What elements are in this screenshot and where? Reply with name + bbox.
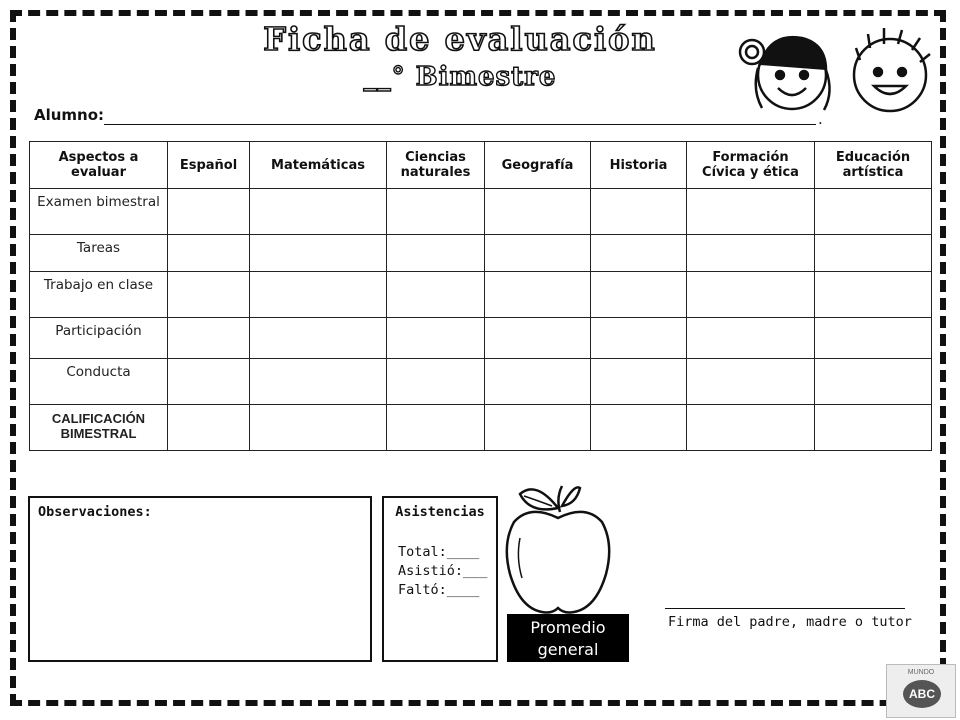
header-aspects: Aspectos a evaluar [30,142,168,189]
header-math: Matemáticas [250,142,387,189]
grade-cell[interactable] [485,405,591,451]
table-header-row [30,142,932,189]
bimester-subtitle: __° Bimestre [363,62,557,92]
grade-cell[interactable] [387,405,485,451]
row-label-bimester-grade: CALIFICACIÓN BIMESTRAL [30,405,168,451]
attendance-box [382,496,498,662]
grade-cell[interactable] [168,405,250,451]
header-geography: Geografía [485,142,591,189]
grade-cell[interactable] [168,272,250,318]
attendance-total[interactable]: Total:____ [398,544,480,560]
grade-cell[interactable] [250,272,387,318]
mundo-abc-logo [886,664,956,718]
table-row [30,272,932,318]
attendance-attended[interactable]: Asistió:___ [398,563,488,579]
grade-cell[interactable] [687,318,815,359]
grade-cell[interactable] [591,405,687,451]
grade-cell[interactable] [168,189,250,235]
row-label-classwork: Trabajo en clase [30,272,168,318]
row-label-exam: Examen bimestral [30,189,168,235]
evaluation-table [29,141,932,451]
children-faces-icon [730,20,945,115]
page-title: Ficha de evaluación [263,20,657,58]
grade-cell[interactable] [591,235,687,272]
row-label-conduct: Conducta [30,359,168,405]
grade-cell[interactable] [485,359,591,405]
grade-cell[interactable] [815,235,932,272]
signature-label: Firma del padre, madre o tutor [668,614,912,630]
average-label-line1: Promedio [530,618,606,637]
grade-cell[interactable] [250,359,387,405]
signature-line[interactable] [665,608,905,609]
attendance-missed[interactable]: Faltó:____ [398,582,480,598]
grade-cell[interactable] [815,189,932,235]
grade-cell[interactable] [591,359,687,405]
grade-cell[interactable] [387,318,485,359]
grade-cell[interactable] [387,359,485,405]
average-box[interactable] [507,614,629,662]
grade-cell[interactable] [168,235,250,272]
row-label-homework: Tareas [30,235,168,272]
grade-cell[interactable] [591,272,687,318]
logo-abc-text: ABC [903,680,941,708]
header-civics: Formación Cívica y ética [687,142,815,189]
grade-cell[interactable] [250,405,387,451]
grade-cell[interactable] [485,318,591,359]
student-label: Alumno: [34,106,105,124]
grade-cell[interactable] [387,272,485,318]
table-row [30,405,932,451]
table-row [30,359,932,405]
student-name-line[interactable] [104,124,816,125]
grade-cell[interactable] [687,189,815,235]
grade-cell[interactable] [815,359,932,405]
grade-cell[interactable] [815,318,932,359]
grade-cell[interactable] [485,189,591,235]
grade-cell[interactable] [250,235,387,272]
logo-top-text: MUNDO [907,669,935,676]
attendance-title: Asistencias [395,504,485,520]
student-line-end: . [818,110,823,128]
grade-cell[interactable] [687,272,815,318]
observations-box[interactable] [28,496,372,662]
observations-label: Observaciones: [38,504,152,520]
grade-cell[interactable] [687,235,815,272]
grade-cell[interactable] [387,189,485,235]
grade-cell[interactable] [485,235,591,272]
header-history: Historia [591,142,687,189]
table-row [30,235,932,272]
grade-cell[interactable] [687,359,815,405]
grade-cell[interactable] [591,189,687,235]
table-row [30,318,932,359]
grade-cell[interactable] [485,272,591,318]
grade-cell[interactable] [591,318,687,359]
average-label-line2: general [537,640,599,659]
table-row [30,189,932,235]
row-label-participation: Participación [30,318,168,359]
grade-cell[interactable] [815,272,932,318]
apple-icon [500,478,616,618]
grade-cell[interactable] [387,235,485,272]
grade-cell[interactable] [687,405,815,451]
header-science: Ciencias naturales [387,142,485,189]
grade-cell[interactable] [168,318,250,359]
header-spanish: Español [168,142,250,189]
header-art: Educación artística [815,142,932,189]
grade-cell[interactable] [250,189,387,235]
grade-cell[interactable] [168,359,250,405]
grade-cell[interactable] [815,405,932,451]
grade-cell[interactable] [250,318,387,359]
